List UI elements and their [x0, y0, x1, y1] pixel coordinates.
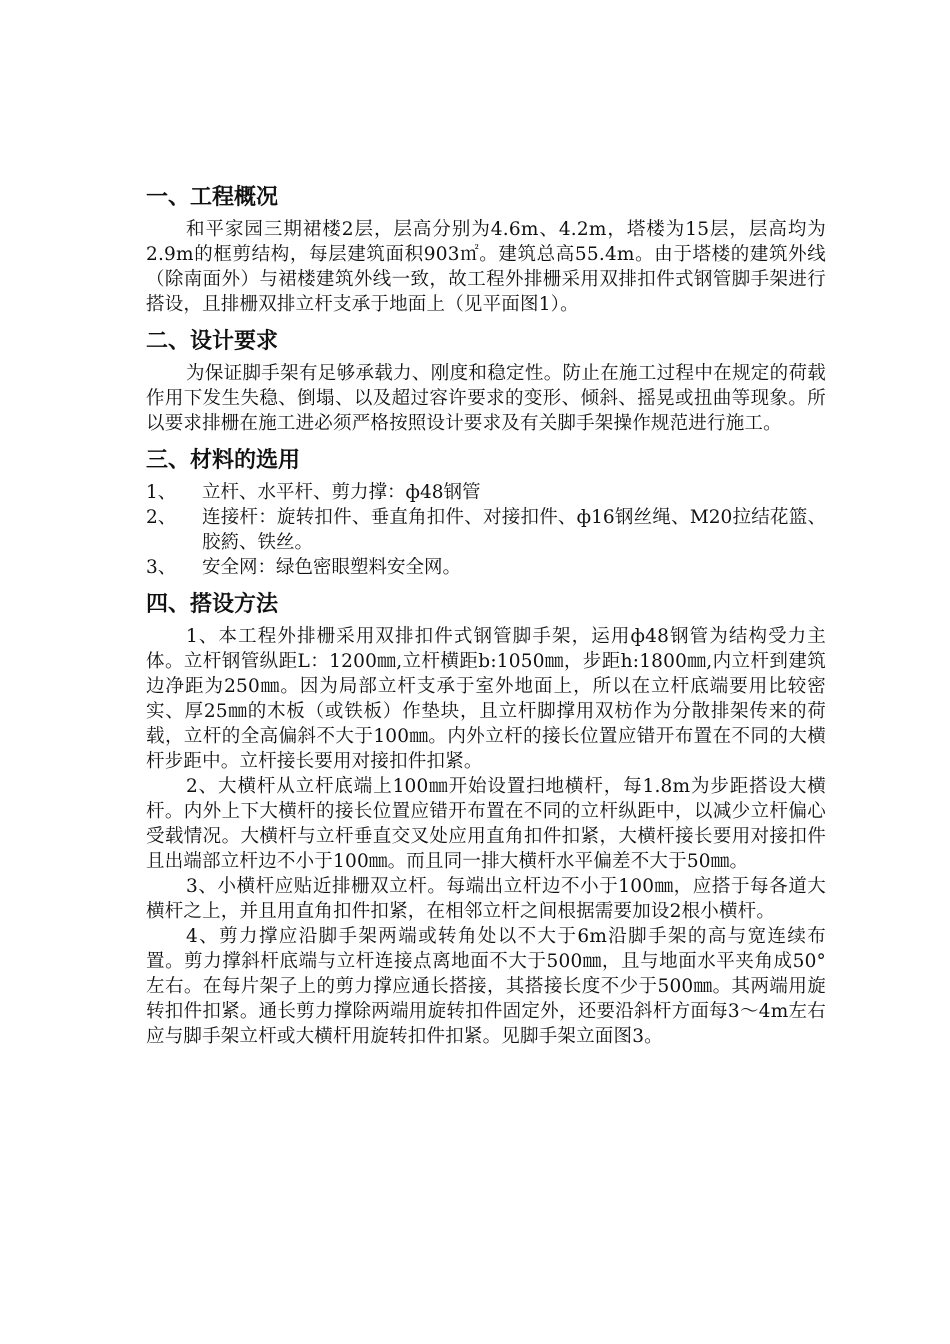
- paragraph: 3、小横杆应贴近排栅双立杆。每端出立杆边不小于100㎜，应搭于每各道大横杆之上，并且用直角扣件扣紧，在相邻立杆之间根据需要加设2根小横杆。: [146, 876, 826, 922]
- list-item: [146, 505, 826, 555]
- section-heading: 四、搭设方法: [146, 592, 279, 617]
- materials-list: [146, 480, 826, 580]
- paragraph: 1、本工程外排栅采用双排扣件式钢管脚手架，运用ф48钢管为结构受力主体。立杆钢管纵距L：1200㎜,立杆横距b:1050㎜，步距h:1800㎜,内立杆到建筑边净距为250㎜。因为局部立杆支承于室外地面上，所以在立杆底端要用比较密实、厚25㎜的木板（或铁板）作垫块，且立杆脚撑用双枋作为分散排架传来的荷载，立杆的全高偏斜不大于100㎜。内外立杆的接长位置应错开布置在不同的大横杆步距中。立杆接长要用对接扣件扣紧。: [146, 626, 826, 772]
- section-overview: [146, 181, 826, 317]
- list-text: 立杆、水平杆、剪力撑：ф48钢管: [202, 482, 481, 503]
- list-number: 1、: [146, 482, 177, 503]
- paragraph: 2、大横杆从立杆底端上100㎜开始设置扫地横杆，每1.8m为步距搭设大横杆。内外上下大横杆的接长位置应错开布置在不同的立杆纵距中，以减少立杆偏心受载情况。大横杆与立杆垂直交叉处应用直角扣件扣紧，大横杆接长要用对接扣件且出端部立杆边不小于100㎜。而且同一排大横杆水平偏差不大于50㎜。: [146, 776, 826, 872]
- paragraph: 和平家园三期裙楼2层，层高分别为4.6m、4.2m，塔楼为15层，层高均为2.9m的框剪结构，每层建筑面积903㎡。建筑总高55.4m。由于塔楼的建筑外线（除南面外）与裙楼建筑外线一致，故工程外排栅采用双排扣件式钢管脚手架进行搭设，且排栅双排立杆支承于地面上（见平面图1）。: [146, 219, 826, 315]
- list-text: 安全网：绿色密眼塑料安全网。: [202, 557, 462, 578]
- section-erection-method: [146, 588, 826, 1049]
- section-heading: 二、设计要求: [146, 329, 279, 354]
- list-text: 连接杆：旋转扣件、垂直角扣件、对接扣件、ф16钢丝绳、M20拉结花篮、胶箹、铁丝。: [202, 507, 826, 553]
- paragraph: 4、剪力撑应沿脚手架两端或转角处以不大于6m沿脚手架的高与宽连续布置。剪力撑斜杆底端与立杆连接点离地面不大于500㎜，且与地面水平夹角成50°左右。在每片架子上的剪力撑应通长搭接，其搭接长度不少于500㎜。其两端用旋转扣件扣紧。通长剪力撑除两端用旋转扣件固定外，还要沿斜杆方面每3～4m左右应与脚手架立杆或大横杆用旋转扣件扣紧。见脚手架立面图3。: [146, 926, 826, 1047]
- list-item: [146, 555, 826, 580]
- paragraph: 为保证脚手架有足够承载力、刚度和稳定性。防止在施工过程中在规定的荷载作用下发生失稳、倒塌、以及超过容许要求的变形、倾斜、摇晃或扭曲等现象。所以要求排栅在施工进必须严格按照设计要求及有关脚手架操作规范进行施工。: [146, 363, 826, 434]
- section-heading: 一、工程概况: [146, 185, 279, 210]
- list-number: 2、: [146, 507, 177, 528]
- list-number: 3、: [146, 557, 177, 578]
- section-materials: [146, 444, 826, 580]
- section-heading: 三、材料的选用: [146, 448, 301, 473]
- document-page: [146, 181, 826, 1055]
- section-design-requirements: [146, 325, 826, 436]
- list-item: [146, 480, 826, 505]
